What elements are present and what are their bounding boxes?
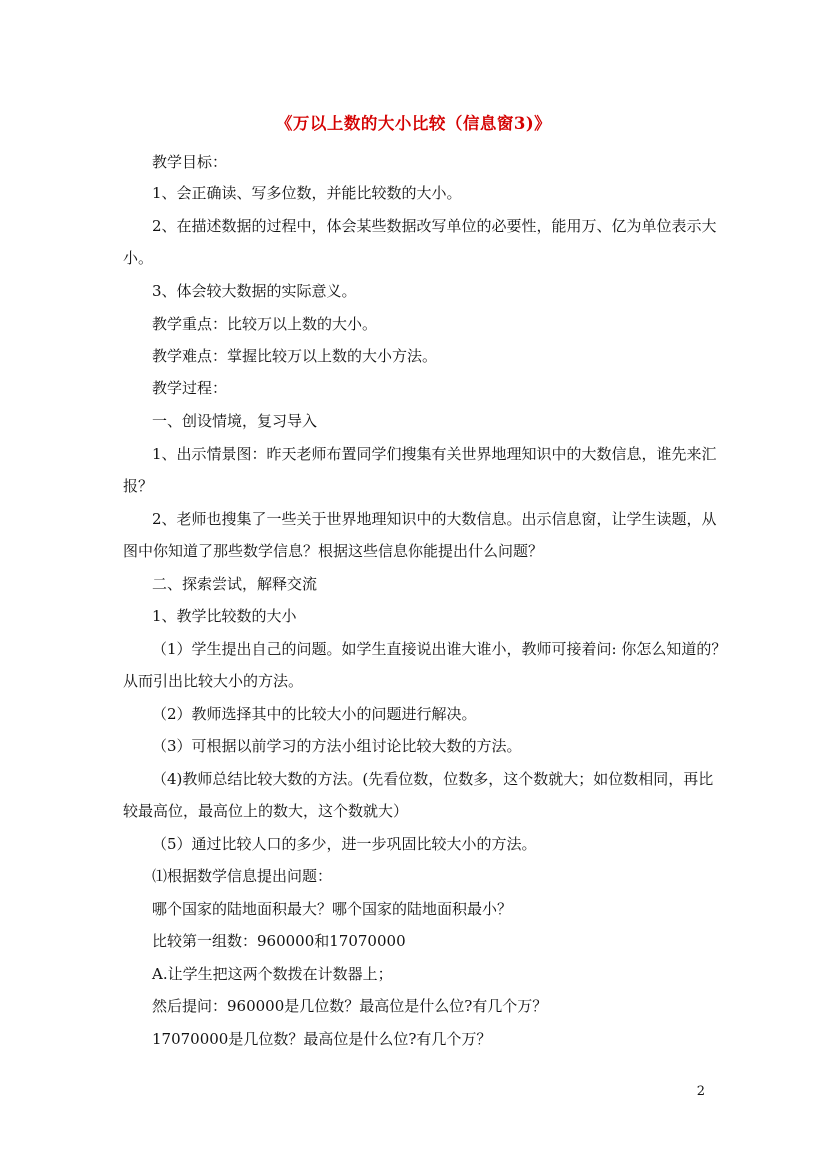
text-line: 比较第一组数：960000和17070000 <box>152 932 406 950</box>
text-line: 教学难点：掌握比较万以上数的大小方法。 <box>152 347 438 365</box>
text-line: 教学重点：比较万以上数的大小。 <box>152 315 378 333</box>
text-line: 2、在描述数据的过程中，体会某些数据改写单位的必要性，能用万、亿为单位表示大 <box>152 217 717 235</box>
text-line: （1）学生提出自己的问题。如学生直接说出谁大谁小，教师可接着问: 你怎么知道的？ <box>152 640 727 658</box>
text-line: ⑴根据数学信息提出问题： <box>152 867 333 885</box>
page-number: 2 <box>696 1084 705 1099</box>
text-line: 1、会正确读、写多位数，并能比较数的大小。 <box>152 184 462 202</box>
text-line: 二、探索尝试，解释交流 <box>152 575 318 593</box>
text-line: 哪个国家的陆地面积最大？哪个国家的陆地面积最小？ <box>152 900 513 918</box>
text-line: （2）教师选择其中的比较大小的问题进行解决。 <box>152 705 477 723</box>
text-line: 教学目标： <box>152 153 228 171</box>
document-title: 《万以上数的大小比较（信息窗3)》 <box>275 114 552 133</box>
text-line: 1、出示情景图：昨天老师布置同学们搜集有关世界地理知识中的大数信息，谁先来汇 <box>152 445 717 463</box>
text-line: 较最高位，最高位上的数大，这个数就大） <box>123 802 409 820</box>
text-line: 图中你知道了那些数学信息？根据这些信息你能提出什么问题？ <box>123 542 544 560</box>
text-line: 小。 <box>123 249 154 267</box>
text-line: 17070000是几位数？最高位是什么位?有几个万？ <box>152 1030 492 1048</box>
text-line: 一、创设情境，复习导入 <box>152 412 318 430</box>
text-line: 2、老师也搜集了一些关于世界地理知识中的大数信息。出示信息窗，让学生读题，从 <box>152 510 717 528</box>
text-line: A.让学生把这两个数拨在计数器上； <box>152 965 393 983</box>
text-line: （5）通过比较人口的多少，进一步巩固比较大小的方法。 <box>152 835 537 853</box>
text-line: （4)教师总结比较大数的方法。(先看位数，位数多，这个数就大；如位数相同，再比 <box>152 770 714 788</box>
text-line: （3）可根据以前学习的方法小组讨论比较大数的方法。 <box>152 737 522 755</box>
text-line: 然后提问：960000是几位数？最高位是什么位?有几个万？ <box>152 997 548 1015</box>
text-line: 从而引出比较大小的方法。 <box>123 672 304 690</box>
text-line: 教学过程： <box>152 379 228 397</box>
text-line: 3、体会较大数据的实际意义。 <box>152 282 357 300</box>
text-line: 1、教学比较数的大小 <box>152 607 297 625</box>
text-line: 报？ <box>123 477 154 495</box>
